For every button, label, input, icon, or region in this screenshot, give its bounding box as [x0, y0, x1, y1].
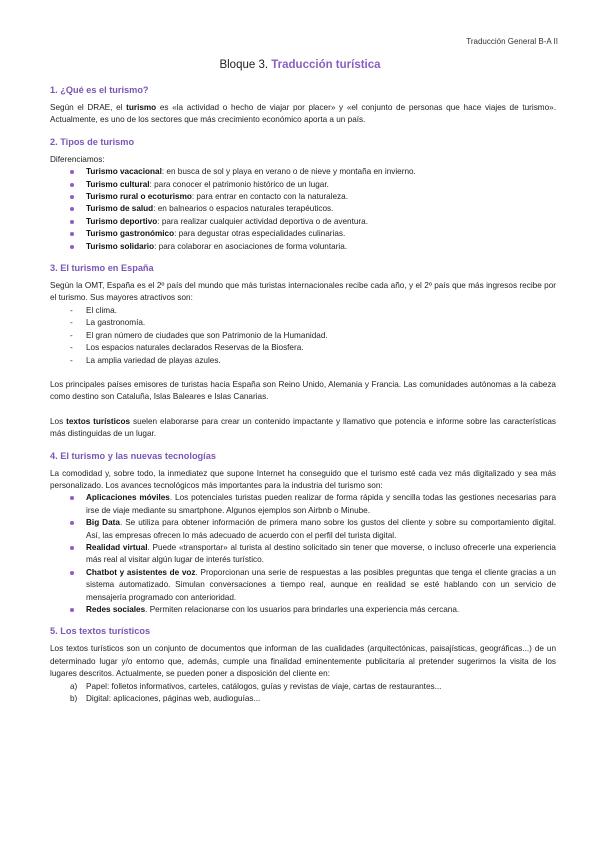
bold-term: textos turísticos: [66, 416, 131, 426]
text-run: Los: [50, 416, 67, 426]
section-5: [50, 625, 556, 705]
title-prefix: Bloque 3.: [219, 59, 269, 71]
list-marker: a): [70, 681, 78, 691]
section-1-paragraph: [50, 102, 556, 127]
item-desc: : para realizar cualquier actividad deportiva o de aventura.: [157, 216, 368, 226]
item-text: Digital: aplicaciones, páginas web, audioguías...: [86, 694, 261, 704]
spacer: [50, 367, 556, 379]
technologies-list: [50, 492, 556, 616]
list-item: - La amplia variedad de playas azules.: [70, 355, 556, 367]
list-marker: b): [70, 694, 78, 704]
list-item: [70, 166, 556, 178]
bold-term: Turismo vacacional: [86, 167, 162, 177]
section-2: [50, 136, 556, 253]
section-5-heading: 5. Los textos turísticos: [50, 626, 151, 637]
list-item: [70, 567, 556, 604]
section-3: [50, 262, 556, 440]
bold-term: Turismo solidario: [86, 241, 155, 251]
section-1-heading: 1. ¿Qué es el turismo?: [50, 85, 149, 95]
item-desc: : para colaborar en asociaciones de forma voluntaria.: [154, 241, 348, 251]
item-desc: : para entrar en contacto con la naturaleza.: [191, 192, 348, 202]
section-3-paragraph-3: [50, 416, 556, 441]
bold-term: turismo: [126, 103, 157, 112]
list-item: [70, 604, 556, 616]
section-3-heading: 3. El turismo en España: [50, 263, 154, 274]
formats-list: [50, 681, 556, 706]
list-item: - La gastronomía.: [70, 317, 556, 329]
bold-term: Turismo rural o ecoturismo: [86, 192, 192, 202]
section-4-intro: La comodidad y, sobre todo, la inmediatez que supone Internet ha conseguido que el turismo esté cada vez más digitalizado y sea más personalizado. Los avances tecnológicos más importantes para la industria del turismo son:: [50, 468, 556, 490]
list-item: [70, 179, 556, 191]
section-1: [50, 84, 556, 127]
item-desc: : en balnearios o espacios naturales terapéuticos.: [153, 204, 334, 214]
bold-term: Redes sociales: [86, 605, 146, 614]
bold-term: Turismo deportivo: [86, 216, 158, 226]
list-item: [70, 216, 556, 228]
item-text: Papel: folletos informativos, carteles, catálogos, guías y revistas de viaje, cartas de restaurantes...: [86, 681, 442, 691]
list-item: [70, 228, 556, 240]
list-item: - El clima.: [70, 305, 556, 317]
bold-term: Turismo de salud: [86, 204, 154, 214]
list-item: - Los espacios naturales declarados Reservas de la Biosfera.: [70, 342, 556, 354]
item-desc: : para degustar otras especialidades culinarias.: [174, 229, 346, 239]
bold-term: Turismo gastronómico: [86, 229, 175, 239]
item-desc: . Permiten relacionarse con los usuarios para brindarles una experiencia más cercana.: [145, 605, 460, 614]
item-desc: . Proporcionan una serie de respuestas a las posibles preguntas que tenga el cliente gracias a un sistema automatizado. Simulan conversaciones a tiempo real, aunque en realidad se esté hablando con un servicio de mensajería programado con anterioridad.: [86, 567, 556, 602]
bold-term: Chatbot y asistentes de voz: [86, 567, 196, 577]
title-highlight: Traducción turística: [271, 59, 381, 71]
list-item: - El gran número de ciudades que son Patrimonio de la Humanidad.: [70, 330, 556, 342]
list-item: [70, 492, 556, 517]
page-title: [0, 58, 600, 72]
list-item: [70, 517, 556, 542]
list-item: [70, 681, 556, 693]
running-header: Traducción General B-A II: [466, 37, 558, 46]
section-2-heading: 2. Tipos de turismo: [50, 136, 135, 147]
text-run: suelen elaborarse para crear un contenido impactante y llamativo que potencia e informe sobre las características más distinguidas de un lugar.: [50, 416, 557, 439]
item-desc: . Puede «transportar» al turista al destino solicitado sin tener que moverse, o incluso ofrecerle una experiencia más real al visitar algún lugar de interés turístico.: [86, 542, 556, 565]
section-2-intro: Diferenciamos:: [50, 154, 105, 164]
section-3-paragraph-1: Según la OMT, España es el 2º país del mundo que más turistas internacionales recibe cada año, y el 2º país que más ingresos recibe por el turismo. Sus mayores atractivos son:: [50, 281, 556, 303]
tourism-types-list: [50, 166, 556, 253]
item-desc: . Los potenciales turistas pueden realizar de forma rápida y sencilla todas las gestiones necesarias para irse de viaje mediante su smartphone. Algunos ejemplos son Airbnb o Minube.: [86, 493, 557, 515]
item-desc: : para conocer el patrimonio histórico de un lugar.: [149, 179, 329, 189]
list-item: [70, 542, 556, 567]
bold-term: Realidad virtual: [86, 542, 148, 552]
text-run: es «la actividad o hecho de viajar por placer» y «el conjunto de personas que hace viajes de turismo». Actualmente, es uno de los sectores que más crecimiento económico aporta a un país.: [50, 103, 557, 125]
list-item: [70, 693, 556, 705]
document-body: [50, 84, 556, 714]
list-item: [70, 191, 556, 203]
section-4: [50, 450, 556, 617]
attractions-list: [50, 305, 556, 367]
list-item: [70, 203, 556, 215]
section-4-heading: 4. El turismo y las nuevas tecnologías: [50, 450, 216, 461]
list-item: [70, 241, 556, 253]
item-desc: . Se utiliza para obtener información de primera mano sobre los gustos del cliente y sobre su comportamiento digital. Así, las empresas ofrecen lo más adecuado de acuerdo con el perfil del turista digital.: [86, 518, 556, 540]
bold-term: Big Data: [86, 518, 120, 528]
bold-term: Turismo cultural: [86, 179, 150, 189]
bold-term: Aplicaciones móviles: [86, 493, 170, 503]
spacer: [50, 404, 556, 416]
text-run: Según el DRAE, el: [50, 103, 127, 112]
section-3-paragraph-2: Los principales países emisores de turistas hacia España son Reino Unido, Alemania y Francia. Las comunidades autónomas a la cabeza como destino son Cataluña, Islas Baleares e Islas Canarias.: [50, 379, 556, 402]
item-desc: : en busca de sol y playa en verano o de nieve y montaña en invierno.: [161, 167, 416, 177]
section-5-intro: Los textos turísticos son un conjunto de documentos que informan de las cualidades (arquitectónicas, paisajísticas, geográficas...) de un determinado lugar y/o entorno que, además, cumple una finalidad eminentemente publicitaria al pretender sugerirnos la visita de los lugares descritos. Actualmente, se pueden poner a disposición del cliente en:: [50, 644, 556, 679]
